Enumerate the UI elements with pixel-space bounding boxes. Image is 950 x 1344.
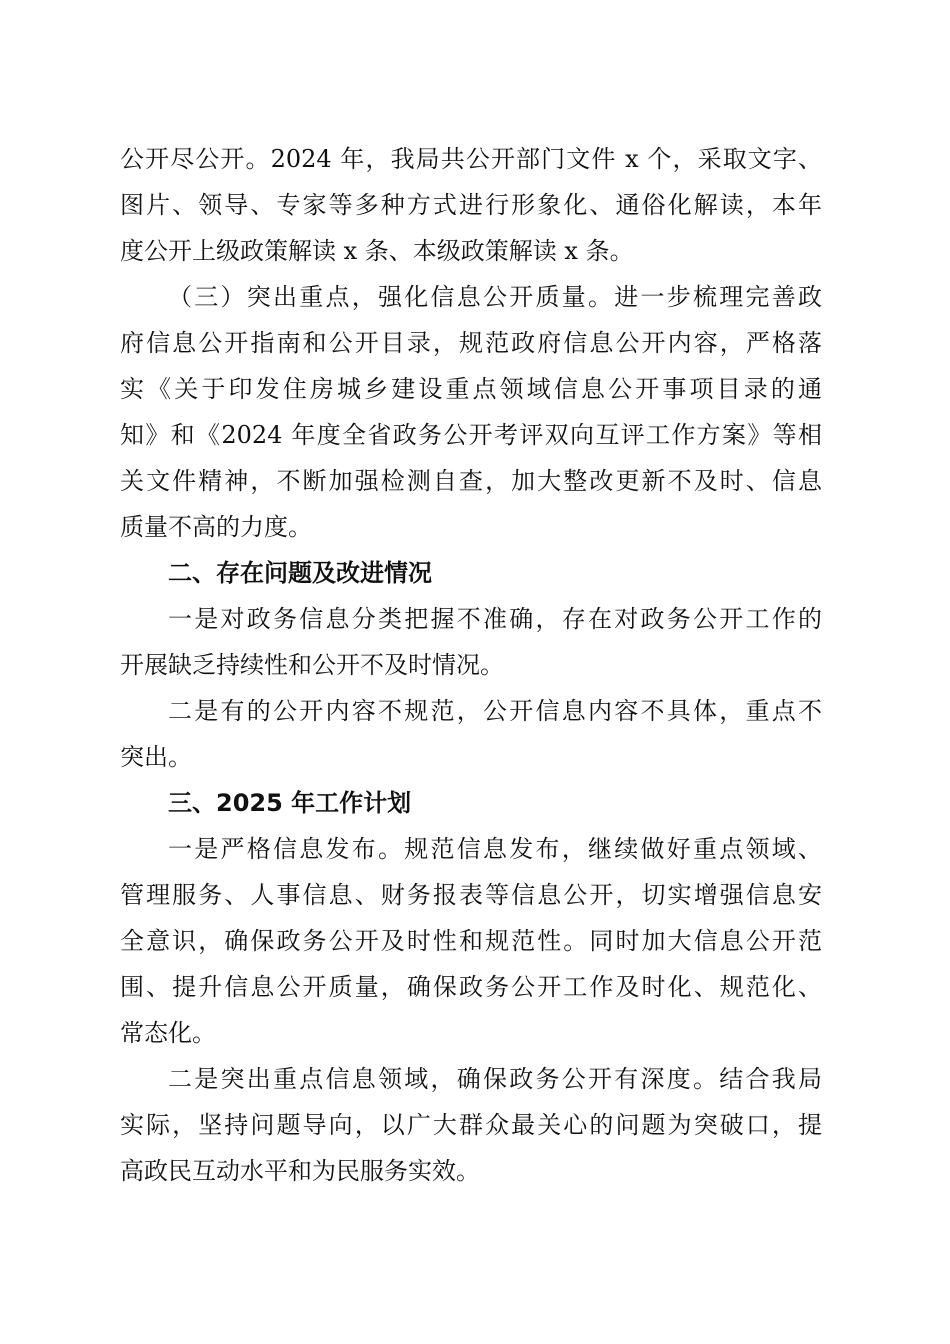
text-line: 常态化。 — [120, 1019, 216, 1047]
paragraph-plan-2 — [120, 1056, 822, 1194]
text-line: 府信息公开指南和公开目录，规范政府信息公开内容，严格落 — [120, 329, 822, 357]
paragraph-problem-1 — [120, 596, 822, 688]
document-body — [120, 136, 822, 1194]
paragraph-plan-1 — [120, 826, 822, 1056]
text-line: 质量不高的力度。 — [120, 513, 312, 541]
paragraph-quality — [120, 274, 822, 550]
text-line: 一是对政务信息分类把握不准确，存在对政务公开工作的 — [168, 605, 822, 633]
section-heading-problems: 二、存在问题及改进情况 — [168, 559, 432, 587]
paragraph-problem-2 — [120, 688, 822, 780]
text-line: 度公开上级政策解读 x 条、本级政策解读 x 条。 — [120, 237, 634, 265]
text-line: 二是突出重点信息领域，确保政务公开有深度。结合我局 — [168, 1065, 822, 1093]
text-line: （三）突出重点，强化信息公开质量。进一步梳理完善政 — [168, 283, 822, 311]
text-line: 开展缺乏持续性和公开不及时情况。 — [120, 651, 504, 679]
section-heading-plan: 三、2025 年工作计划 — [168, 789, 412, 817]
text-line: 全意识，确保政务公开及时性和规范性。同时加大信息公开范 — [120, 927, 822, 955]
text-line: 突出。 — [120, 743, 192, 771]
text-line: 图片、领导、专家等多种方式进行形象化、通俗化解读，本年 — [120, 191, 822, 219]
text-line: 知》和《2024 年度全省政务公开考评双向互评工作方案》等相 — [120, 421, 822, 449]
text-line: 二是有的公开内容不规范，公开信息内容不具体，重点不 — [168, 697, 822, 725]
text-line: 一是严格信息发布。规范信息发布，继续做好重点领域、 — [168, 835, 822, 863]
text-line: 高政民互动水平和为民服务实效。 — [120, 1157, 480, 1185]
text-line: 围、提升信息公开质量，确保政务公开工作及时化、规范化、 — [120, 973, 822, 1001]
text-line: 实际，坚持问题导向，以广大群众最关心的问题为突破口，提 — [120, 1111, 822, 1139]
text-line: 管理服务、人事信息、财务报表等信息公开，切实增强信息安 — [120, 881, 822, 909]
text-line: 公开尽公开。2024 年，我局共公开部门文件 x 个，采取文字、 — [120, 145, 822, 173]
text-line: 实《关于印发住房城乡建设重点领域信息公开事项目录的通 — [120, 375, 822, 403]
text-line: 关文件精神，不断加强检测自查，加大整改更新不及时、信息 — [120, 467, 822, 495]
paragraph-publicity-summary — [120, 136, 822, 274]
